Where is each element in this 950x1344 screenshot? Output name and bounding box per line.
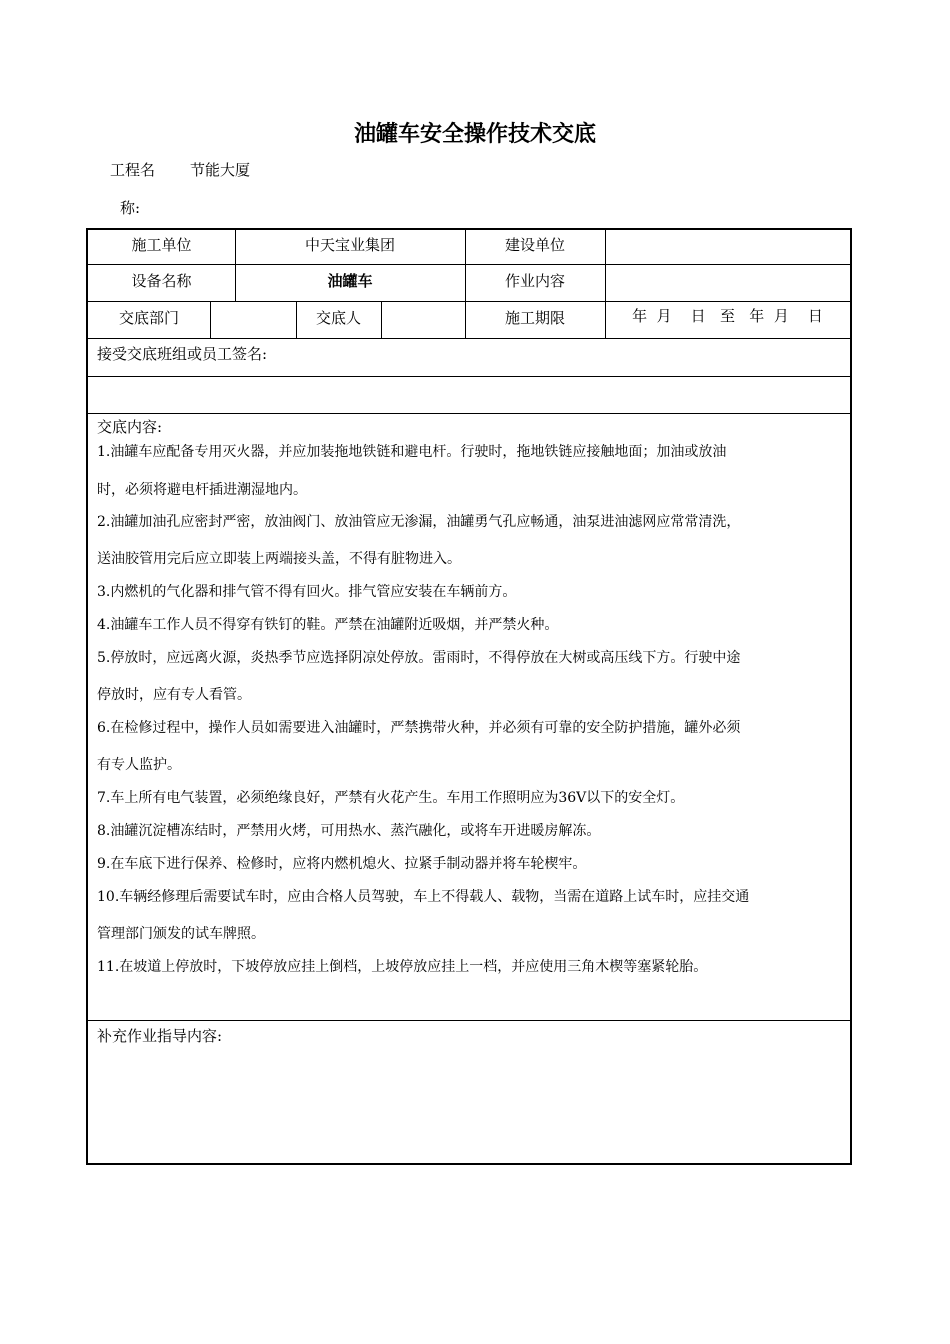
dept-label: 交底部门 <box>118 309 179 327</box>
equipment-label: 设备名称 <box>131 272 192 290</box>
row-divider <box>88 338 850 339</box>
content-item: 4.油罐车工作人员不得穿有铁钉的鞋。严禁在油罐附近吸烟，并严禁火种。 <box>97 617 559 633</box>
build-unit-label: 建设单位 <box>504 236 565 254</box>
content-item: 5.停放时，应远离火源，炎热季节应选择阴凉处停放。雷雨时，不得停放在大树或高压线下方。行驶中途 <box>97 650 741 666</box>
work-content-label: 作业内容 <box>504 272 565 290</box>
content-item: 11.在坡道上停放时，下坡停放应挂上倒档，上坡停放应挂上一档，并应使用三角木楔等塞紧轮胎。 <box>97 959 708 975</box>
row-divider <box>88 376 850 377</box>
content-item: 有专人监护。 <box>97 757 181 773</box>
project-name-value: 节能大厦 <box>190 161 251 179</box>
content-item: 3.内燃机的气化器和排气管不得有回火。排气管应安装在车辆前方。 <box>97 584 517 600</box>
equipment-value: 油罐车 <box>327 272 373 290</box>
content-item: 2.油罐加油孔应密封严密，放油阀门、放油管应无渗漏，油罐勇气孔应畅通，油泵进油滤网应常常清洗， <box>97 514 741 530</box>
content-item: 管理部门颁发的试车牌照。 <box>97 926 265 942</box>
content-item: 停放时，应有专人看管。 <box>97 687 251 703</box>
content-item: 9.在车底下进行保养、检修时，应将内燃机熄火、拉紧手制动器并将车轮楔牢。 <box>97 856 587 872</box>
page-title: 油罐车安全操作技术交底 <box>353 122 596 147</box>
project-name-label-cont: 称: <box>120 199 141 217</box>
sign-label: 接受交底班组或员工签名: <box>97 345 268 363</box>
row-divider <box>88 301 850 302</box>
content-item: 送油胶管用完后应立即装上两端接头盖，不得有脏物进入。 <box>97 551 461 567</box>
content-item: 时，必须将避电杆插进潮湿地内。 <box>97 482 307 498</box>
col-divider <box>210 301 211 338</box>
content-item: 10.车辆经修理后需要试车时，应由合格人员驾驶，车上不得载人、载物，当需在道路上试车时，应挂交通 <box>97 889 750 905</box>
content-item: 1.油罐车应配备专用灭火器，并应加装拖地铁链和避电杆。行驶时，拖地铁链应接触地面；加油或放油 <box>97 444 727 460</box>
person-label: 交底人 <box>315 309 361 327</box>
project-name-label: 工程名 <box>110 161 156 179</box>
content-item: 8.油罐沉淀槽冻结时，严禁用火烤，可用热水、蒸汽融化，或将车开进暖房解冻。 <box>97 823 601 839</box>
construction-unit-label: 施工单位 <box>131 236 192 254</box>
row-divider <box>88 1020 850 1021</box>
row-divider <box>88 264 850 265</box>
col-divider <box>381 301 382 338</box>
period-label: 施工期限 <box>504 309 565 327</box>
content-item: 6.在检修过程中，操作人员如需要进入油罐时，严禁携带火种，并必须有可靠的安全防护措施，罐外必须 <box>97 720 741 736</box>
disclosure-form <box>86 228 852 1165</box>
content-header: 交底内容: <box>97 418 163 436</box>
construction-unit-value: 中天宝业集团 <box>304 236 395 254</box>
supplement-header: 补充作业指导内容: <box>97 1027 223 1045</box>
content-item: 7.车上所有电气装置，必须绝缘良好，严禁有火花产生。车用工作照明应为36V以下的安全灯。 <box>97 790 685 806</box>
row-divider <box>88 413 850 414</box>
period-value: 年 月 日 至 年 月 日 <box>632 307 823 325</box>
